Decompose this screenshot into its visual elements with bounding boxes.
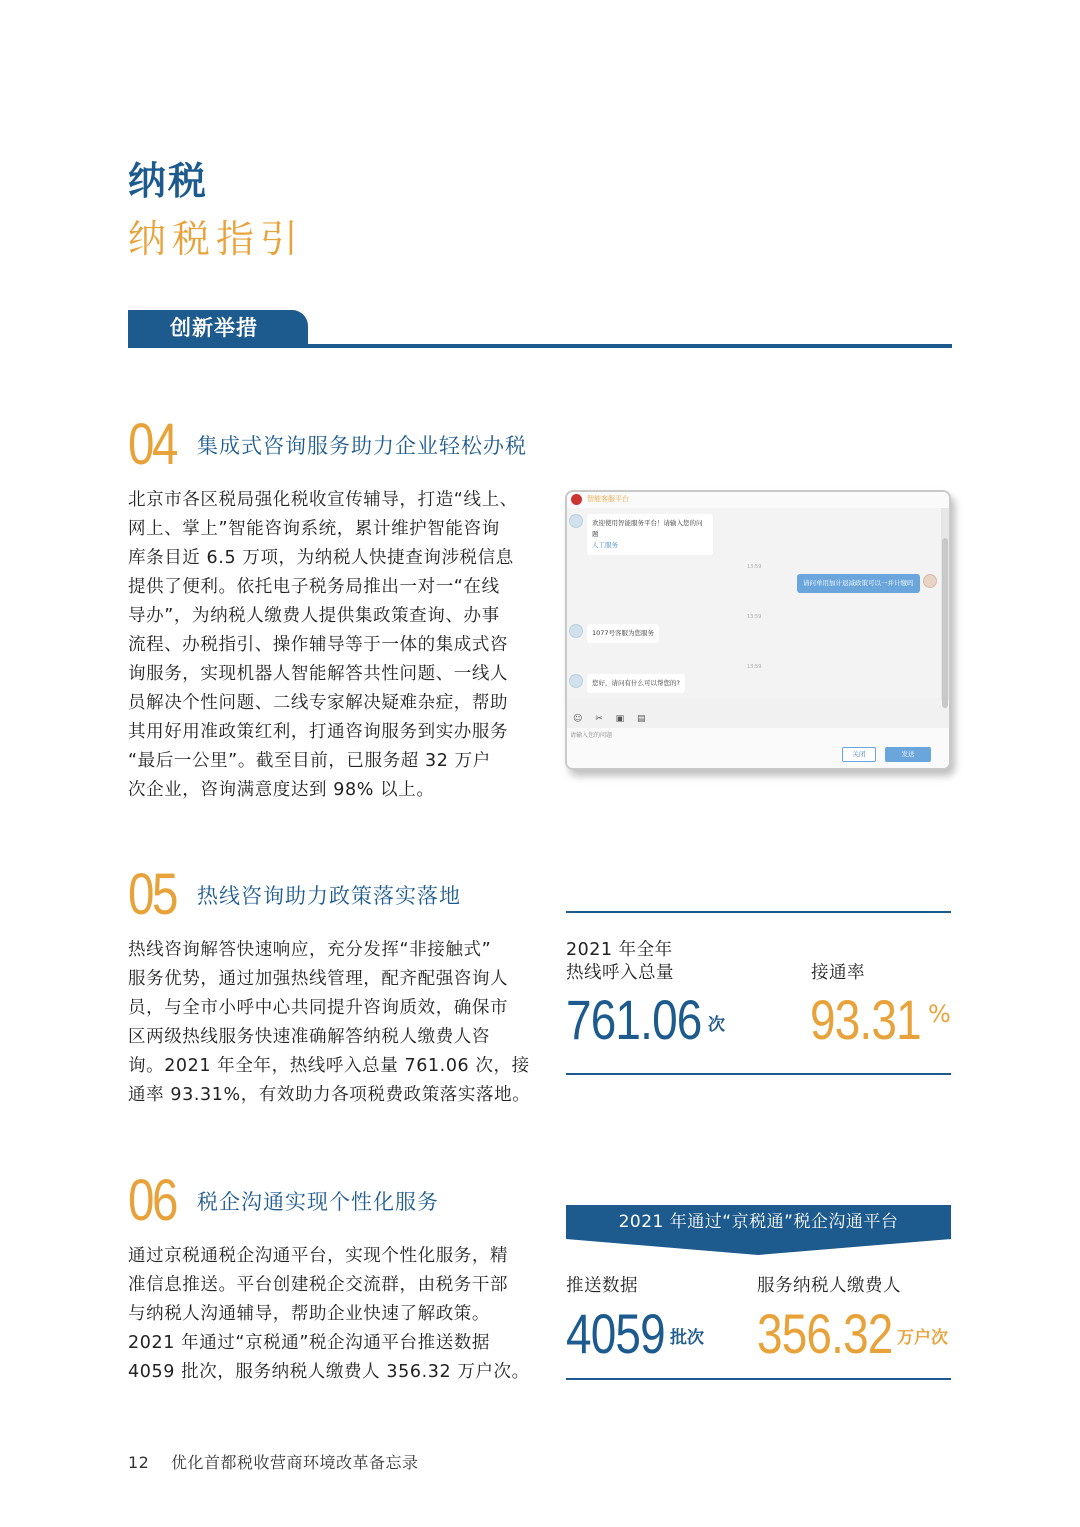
page-subtitle: 纳税指引 bbox=[128, 217, 305, 261]
item-05-number: 05 bbox=[128, 862, 176, 927]
body-line: 提供了便利。依托电子税务局推出一对一“在线 bbox=[128, 577, 500, 597]
body-line: 流程、办税指引、操作辅导等于一体的集成式咨 bbox=[128, 635, 509, 655]
platform-banner-pointer bbox=[566, 1239, 951, 1255]
serve-label: 服务纳税人缴费人 bbox=[757, 1276, 901, 1296]
item-05-title: 热线咨询助力政策落实落地 bbox=[197, 884, 461, 908]
body-line: 次企业，咨询满意度达到 98% 以上。 bbox=[128, 780, 435, 800]
item-04-body bbox=[128, 486, 518, 805]
body-line: 员，与全市小呼中心共同提升咨询质效，确保市 bbox=[128, 998, 509, 1018]
body-line: 服务优势，通过加强热线管理，配齐配强咨询人 bbox=[128, 969, 509, 989]
chat-timestamp: 13:59 bbox=[747, 664, 762, 670]
chat-message-agent: 1077号客服为您服务 bbox=[587, 624, 659, 643]
body-line: 准信息推送。平台创建税企交流群，由税务干部 bbox=[128, 1275, 509, 1295]
body-line: 询服务，实现机器人智能解答共性问题、一线人 bbox=[128, 664, 509, 684]
push-label: 推送数据 bbox=[566, 1276, 638, 1296]
calls-label bbox=[566, 939, 674, 985]
page-footer bbox=[128, 1450, 418, 1473]
item-04-number: 04 bbox=[128, 412, 176, 477]
body-line: 热线咨询解答快速响应，充分发挥“非接触式” bbox=[128, 940, 492, 960]
tax-emblem-icon bbox=[571, 494, 582, 505]
agent-avatar-icon bbox=[569, 674, 583, 688]
chat-timestamp: 13:59 bbox=[747, 564, 762, 570]
rate-label: 接通率 bbox=[811, 963, 865, 983]
send-button[interactable]: 发送 bbox=[885, 747, 931, 762]
chat-header bbox=[567, 492, 949, 508]
user-avatar-icon bbox=[923, 574, 937, 588]
item-06-number: 06 bbox=[128, 1168, 176, 1233]
body-line: 2021 年通过“京税通”税企沟通平台推送数据 bbox=[128, 1333, 491, 1353]
item-04-title: 集成式咨询服务助力企业轻松办税 bbox=[197, 434, 527, 458]
body-line: 询。2021 年全年，热线呼入总量 761.06 次，接 bbox=[128, 1056, 530, 1076]
page-number: 12 bbox=[128, 1453, 150, 1472]
body-line: 北京市各区税局强化税收宣传辅导，打造“线上、 bbox=[128, 490, 518, 510]
body-line: 区两级热线服务快速准确解答纳税人缴费人咨 bbox=[128, 1027, 490, 1047]
section-rule bbox=[128, 344, 952, 348]
body-line: 网上、掌上”智能咨询系统，累计维护智能咨询 bbox=[128, 519, 500, 539]
push-value: 4059 bbox=[566, 1302, 665, 1365]
push-unit: 批次 bbox=[670, 1328, 704, 1348]
rate-unit: % bbox=[928, 1000, 951, 1028]
calls-label-year: 2021 年全年 bbox=[566, 940, 673, 960]
chat-scrollbar[interactable] bbox=[941, 508, 949, 700]
body-line: 员解决个性问题、二线专家解决疑难杂症，帮助 bbox=[128, 693, 509, 713]
item-05-body bbox=[128, 936, 530, 1110]
body-line: 导办”，为纳税人缴费人提供集政策查询、办事 bbox=[128, 606, 500, 626]
calls-unit: 次 bbox=[708, 1015, 725, 1035]
chat-message-agent: 您好，请问有什么可以帮您的? bbox=[587, 674, 685, 693]
calls-value: 761.06 bbox=[566, 988, 702, 1051]
body-line: 4059 批次，服务纳税人缴费人 356.32 万户次。 bbox=[128, 1362, 530, 1382]
body-line: 通率 93.31%，有效助力各项税费政策落实落地。 bbox=[128, 1085, 531, 1105]
chat-message-bot bbox=[587, 514, 713, 555]
stats06-rule-bottom bbox=[566, 1378, 951, 1380]
chat-timestamp: 13:59 bbox=[747, 614, 762, 620]
body-line: 库条目近 6.5 万项，为纳税人快捷查询涉税信息 bbox=[128, 548, 514, 568]
chat-input-placeholder: 请输入您的问题 bbox=[570, 732, 613, 739]
body-line: 通过京税通税企沟通平台，实现个性化服务，精 bbox=[128, 1246, 509, 1266]
agent-avatar-icon bbox=[569, 624, 583, 638]
serve-unit: 万户次 bbox=[897, 1328, 948, 1348]
human-service-link[interactable]: 人工服务 bbox=[592, 541, 618, 549]
item-06-title: 税企沟通实现个性化服务 bbox=[197, 1190, 439, 1214]
page-title: 纳税 bbox=[128, 159, 209, 203]
section-tab: 创新举措 bbox=[128, 310, 308, 346]
platform-banner: 2021 年通过“京税通”税企沟通平台 bbox=[566, 1205, 951, 1239]
stats-rule-top bbox=[566, 911, 951, 913]
chat-message-text: 欢迎使用智能服务平台！请输入您的问题 bbox=[592, 519, 703, 538]
chat-header-title: 智能客服平台 bbox=[587, 495, 629, 503]
section-header bbox=[128, 310, 952, 348]
stats-rule-bottom bbox=[566, 1073, 951, 1075]
item-06-body bbox=[128, 1242, 530, 1387]
chat-scrollbar-thumb[interactable] bbox=[942, 538, 948, 708]
bot-avatar-icon bbox=[569, 514, 583, 528]
close-button[interactable]: 关闭 bbox=[842, 747, 876, 762]
chat-message-user: 请问单用加计退减政策可以一并计缴吗 bbox=[797, 574, 920, 593]
rate-value: 93.31 bbox=[810, 988, 921, 1051]
serve-value: 356.32 bbox=[757, 1302, 893, 1365]
chat-window-screenshot bbox=[565, 490, 951, 770]
body-line: 与纳税人沟通辅导，帮助企业快速了解政策。 bbox=[128, 1304, 490, 1324]
body-line: “最后一公里”。截至目前，已服务超 32 万户 bbox=[128, 751, 491, 771]
chat-toolbar-icons[interactable]: ☺ ✂ ▣ ▤ bbox=[573, 714, 651, 724]
publication-title: 优化首都税收营商环境改革备忘录 bbox=[170, 1453, 419, 1472]
body-line: 其用好用准政策红利，打通咨询服务到实办服务 bbox=[128, 722, 509, 742]
calls-label-desc: 热线呼入总量 bbox=[566, 963, 674, 983]
